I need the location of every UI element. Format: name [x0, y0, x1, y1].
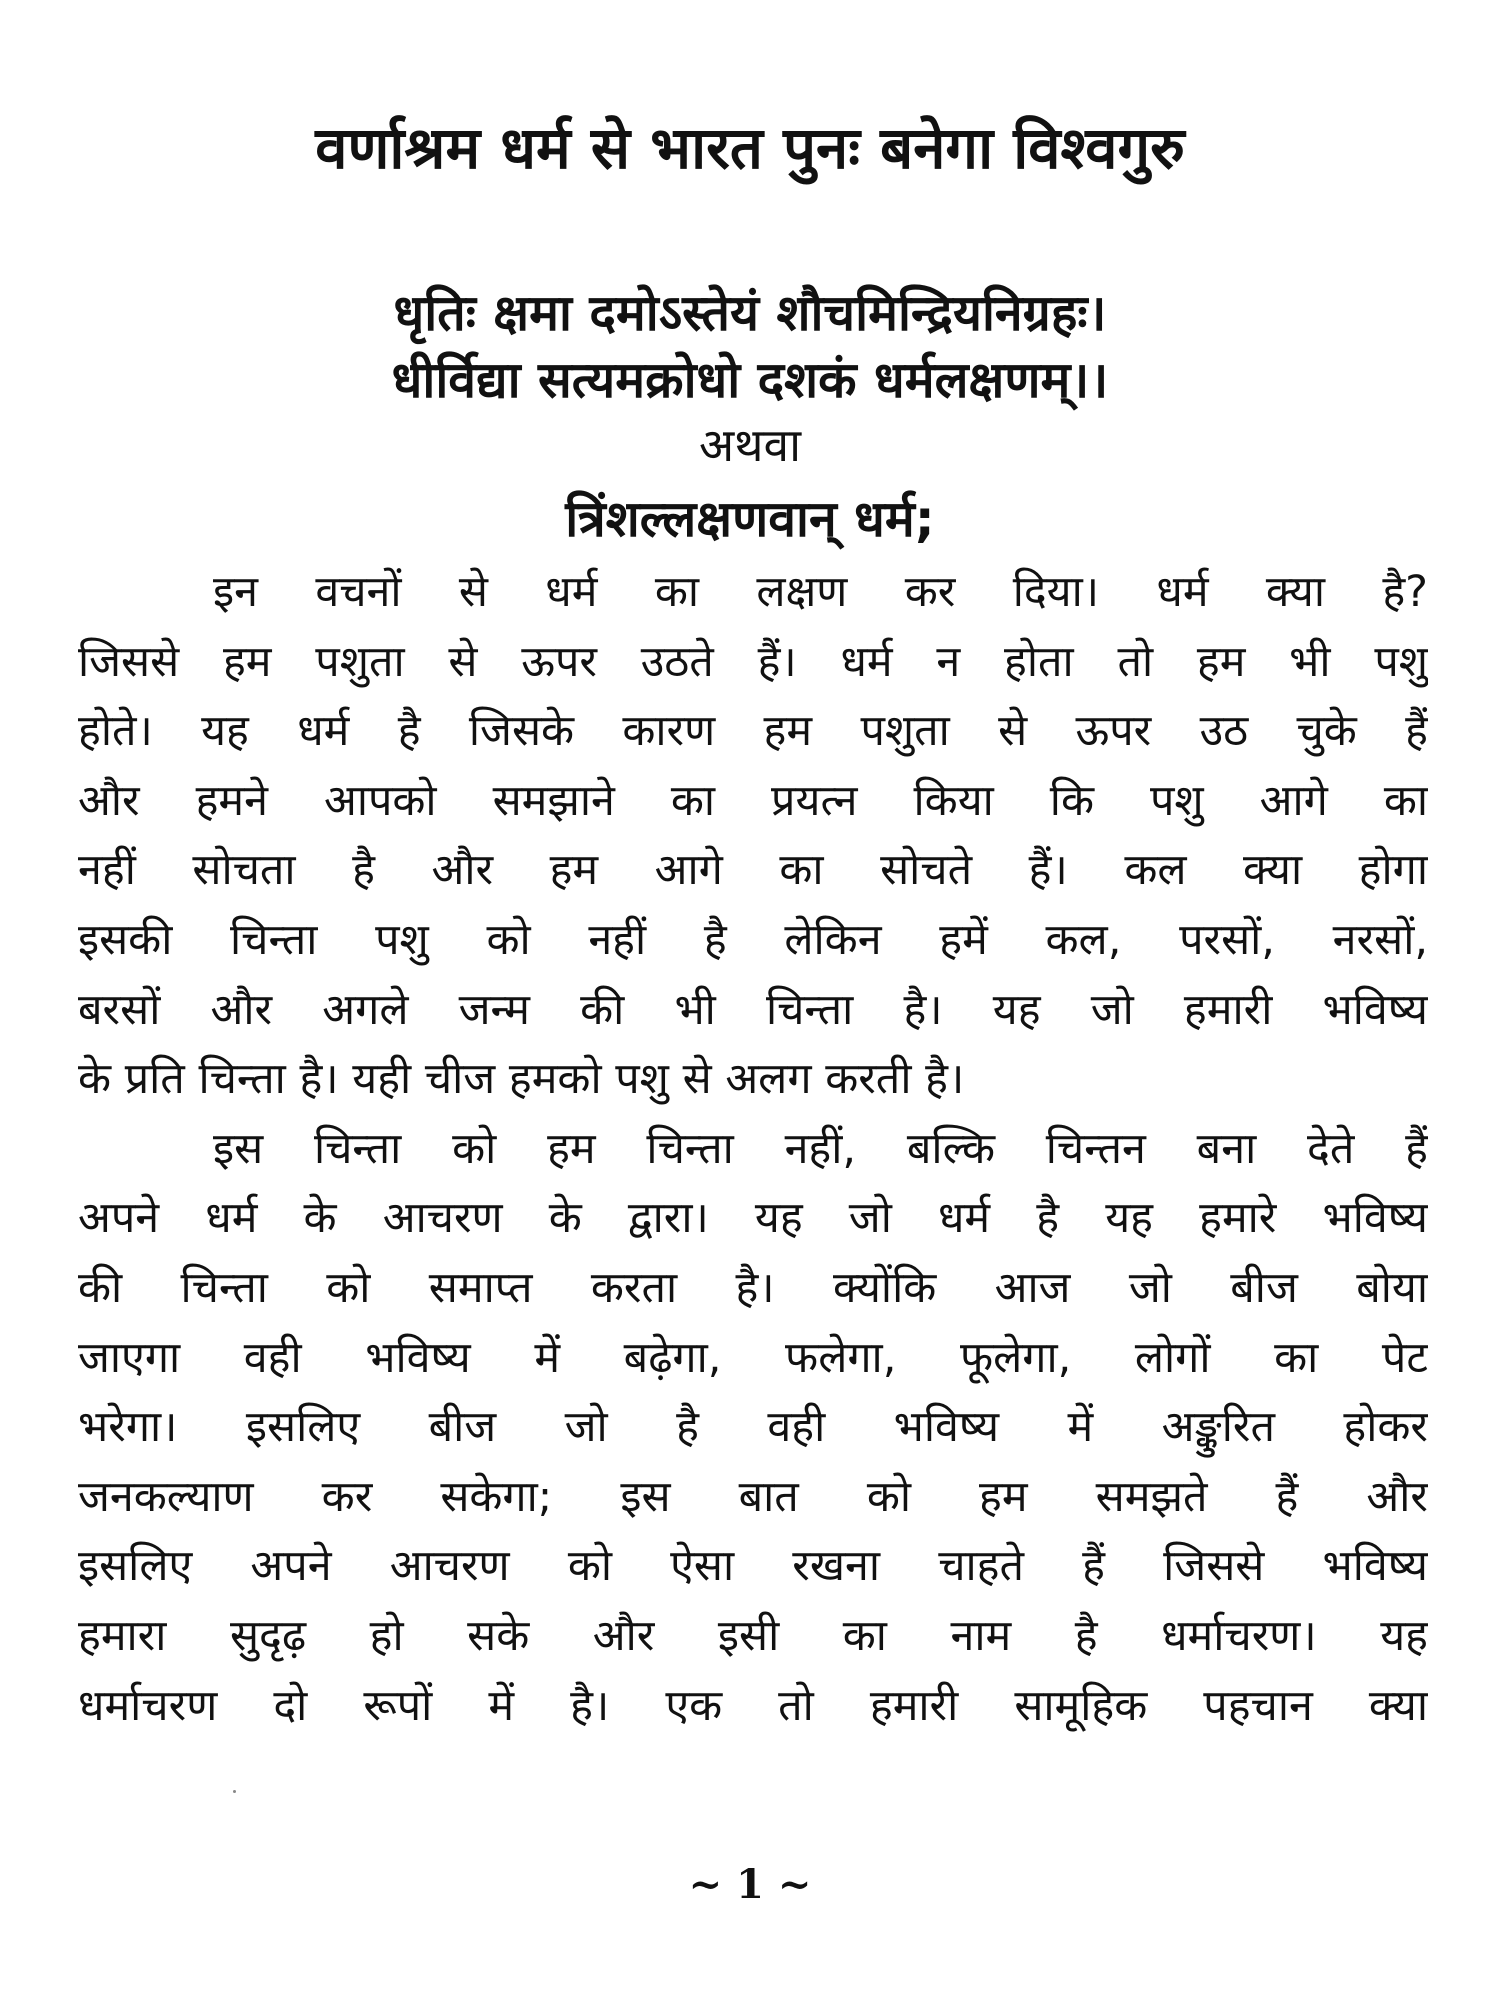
text-line: इसलिए अपने आचरण को ऐसा रखना चाहते हैं जिससे भविष्य — [78, 1541, 1428, 1592]
text-line: धर्माचरण दो रूपों में है। एक तो हमारी सामूहिक पहचान क्या — [78, 1680, 1428, 1731]
text-line: के प्रति चिन्ता है। यही चीज हमको पशु से अलग करती है। — [78, 1054, 965, 1105]
text-line: हमारा सुदृढ़ हो सके और इसी का नाम है धर्माचरण। यह — [78, 1610, 1428, 1661]
text-line: जनकल्याण कर सकेगा; इस बात को हम समझते हैं और — [78, 1471, 1428, 1522]
subheading: त्रिंशल्लक्षणवान् धर्म; — [565, 490, 935, 548]
text-line: बरसों और अगले जन्म की भी चिन्ता है। यह जो हमारी भविष्य — [78, 984, 1428, 1035]
text-line: इसकी चिन्ता पशु को नहीं है लेकिन हमें कल, परसों, नरसों, — [78, 914, 1428, 965]
text-line: की चिन्ता को समाप्त करता है। क्योंकि आज जो बीज बोया — [78, 1262, 1428, 1313]
page-number: ~ 1 ~ — [688, 1861, 812, 1908]
athva-connector: अथवा — [698, 418, 802, 472]
body-text — [78, 558, 1428, 1741]
text-line: नहीं सोचता है और हम आगे का सोचते हैं। कल क्या होगा — [78, 845, 1428, 896]
scan-speck — [233, 1790, 236, 1793]
paragraph-2 — [78, 1115, 1428, 1741]
page-title: वर्णाश्रम धर्म से भारत पुनः बनेगा विश्वगुरु — [315, 114, 1185, 182]
text-line: भरेगा। इसलिए बीज जो है वही भविष्य में अङ्कुरित होकर — [78, 1402, 1428, 1453]
shloka-line-2: धीर्विद्या सत्यमक्रोधो दशकं धर्मलक्षणम्।। — [391, 351, 1109, 409]
text-line: और हमने आपको समझाने का प्रयत्न किया कि पशु आगे का — [78, 775, 1428, 826]
text-line: होते। यह धर्म है जिसके कारण हम पशुता से ऊपर उठ चुके हैं — [78, 706, 1428, 757]
paragraph-1 — [78, 558, 1428, 1115]
text-line: इस चिन्ता को हम चिन्ता नहीं, बल्कि चिन्तन बना देते हैं — [213, 1123, 1428, 1174]
text-line: इन वचनों से धर्म का लक्षण कर दिया। धर्म क्या है? — [213, 567, 1428, 617]
shloka-line-1: धृतिः क्षमा दमोऽस्तेयं शौचमिन्द्रियनिग्रहः। — [393, 284, 1107, 342]
text-line: जिससे हम पशुता से ऊपर उठते हैं। धर्म न होता तो हम भी पशु — [78, 636, 1428, 687]
text-line: जाएगा वही भविष्य में बढ़ेगा, फलेगा, फूलेगा, लोगों का पेट — [78, 1332, 1428, 1383]
text-line: अपने धर्म के आचरण के द्वारा। यह जो धर्म है यह हमारे भविष्य — [78, 1193, 1428, 1244]
